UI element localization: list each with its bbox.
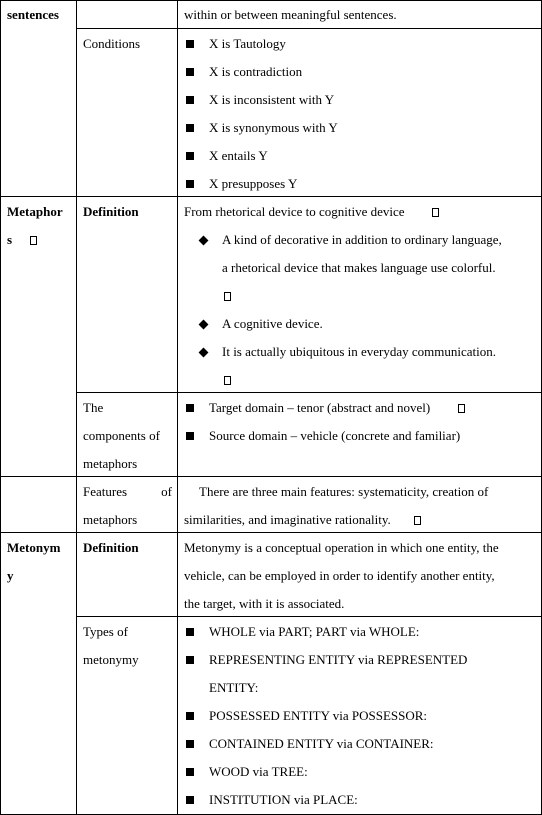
definition-point: a rhetorical device that makes language use colorful. — [222, 260, 496, 275]
square-bullet-icon — [186, 656, 194, 664]
placeholder-box-icon — [432, 208, 439, 217]
features-label: metaphors — [83, 512, 138, 527]
placeholder-box-icon — [30, 236, 37, 245]
list-item: Source domain – vehicle (concrete and familiar) — [209, 428, 461, 443]
list-item: X is inconsistent with Y — [209, 92, 335, 107]
placeholder-box-icon — [414, 516, 421, 525]
list-item: X presupposes Y — [209, 176, 298, 191]
list-item: POSSESSED ENTITY via POSSESSOR: — [209, 708, 428, 723]
sentences-description: within or between meaningful sentences. — [184, 7, 397, 22]
table-left-border — [0, 0, 1, 815]
definition-point: A kind of decorative in addition to ordinary language, — [222, 232, 502, 247]
features-label-word: Features — [83, 484, 128, 499]
features-label — [83, 484, 172, 500]
types-label: Types of — [83, 624, 128, 639]
list-item: WOOD via TREE: — [209, 764, 308, 779]
components-label: The — [83, 400, 104, 415]
square-bullet-icon — [186, 68, 194, 76]
list-item: REPRESENTING ENTITY via REPRESENTED — [209, 652, 468, 667]
placeholder-box-icon — [458, 404, 465, 413]
list-item: Target domain – tenor (abstract and novel) — [209, 400, 431, 415]
square-bullet-icon — [186, 152, 194, 160]
row-divider — [0, 532, 542, 533]
list-item: CONTAINED ENTITY via CONTAINER: — [209, 736, 434, 751]
diamond-bullet-icon — [199, 236, 209, 246]
row-divider — [0, 476, 542, 477]
row-divider — [76, 28, 542, 29]
square-bullet-icon — [186, 796, 194, 804]
square-bullet-icon — [186, 40, 194, 48]
row-divider — [76, 616, 542, 617]
conditions-label: Conditions — [83, 36, 141, 51]
square-bullet-icon — [186, 96, 194, 104]
placeholder-box-icon — [224, 292, 231, 301]
square-bullet-icon — [186, 740, 194, 748]
diamond-bullet-icon — [199, 348, 209, 358]
table-top-border — [0, 0, 542, 1]
metonymy-definition-text: vehicle, can be employed in order to identify another entity, — [184, 568, 495, 583]
square-bullet-icon — [186, 124, 194, 132]
column-divider — [177, 0, 178, 815]
square-bullet-icon — [186, 404, 194, 412]
square-bullet-icon — [186, 712, 194, 720]
types-label: metonymy — [83, 652, 139, 667]
list-item: WHOLE via PART; PART via WHOLE: — [209, 624, 420, 639]
list-item: X entails Y — [209, 148, 268, 163]
row-label-metaphors-cont: s — [7, 232, 13, 247]
row-label-metonymy-cont: y — [7, 568, 14, 583]
row-label-sentences: sentences — [7, 7, 59, 22]
row-label-metaphors: Metaphor — [7, 204, 63, 219]
square-bullet-icon — [186, 180, 194, 188]
metonymy-definition-text: the target, with it is associated. — [184, 596, 345, 611]
list-item: X is contradiction — [209, 64, 303, 79]
metonymy-definition-text: Metonymy is a conceptual operation in which one entity, the — [184, 540, 499, 555]
row-divider — [0, 196, 542, 197]
features-label-word: of — [161, 484, 172, 499]
row-divider — [76, 392, 542, 393]
square-bullet-icon — [186, 628, 194, 636]
definition-point: A cognitive device. — [222, 316, 323, 331]
components-label: metaphors — [83, 456, 138, 471]
features-text: similarities, and imaginative rationality. — [184, 512, 391, 527]
placeholder-box-icon — [224, 376, 231, 385]
square-bullet-icon — [186, 768, 194, 776]
features-text: There are three main features: systematicity, creation of — [199, 484, 489, 499]
column-divider — [76, 0, 77, 815]
metaphors-definition-label: Definition — [83, 204, 139, 219]
diamond-bullet-icon — [199, 320, 209, 330]
definition-point: It is actually ubiquitous in everyday communication. — [222, 344, 497, 359]
list-item: X is Tautology — [209, 36, 286, 51]
row-label-metonymy: Metonym — [7, 540, 61, 555]
components-label: components of — [83, 428, 160, 443]
list-item: X is synonymous with Y — [209, 120, 338, 135]
list-item: INSTITUTION via PLACE: — [209, 792, 358, 807]
metaphors-definition-intro: From rhetorical device to cognitive device — [184, 204, 405, 219]
square-bullet-icon — [186, 432, 194, 440]
list-item-cont: ENTITY: — [209, 680, 259, 695]
metonymy-definition-label: Definition — [83, 540, 139, 555]
